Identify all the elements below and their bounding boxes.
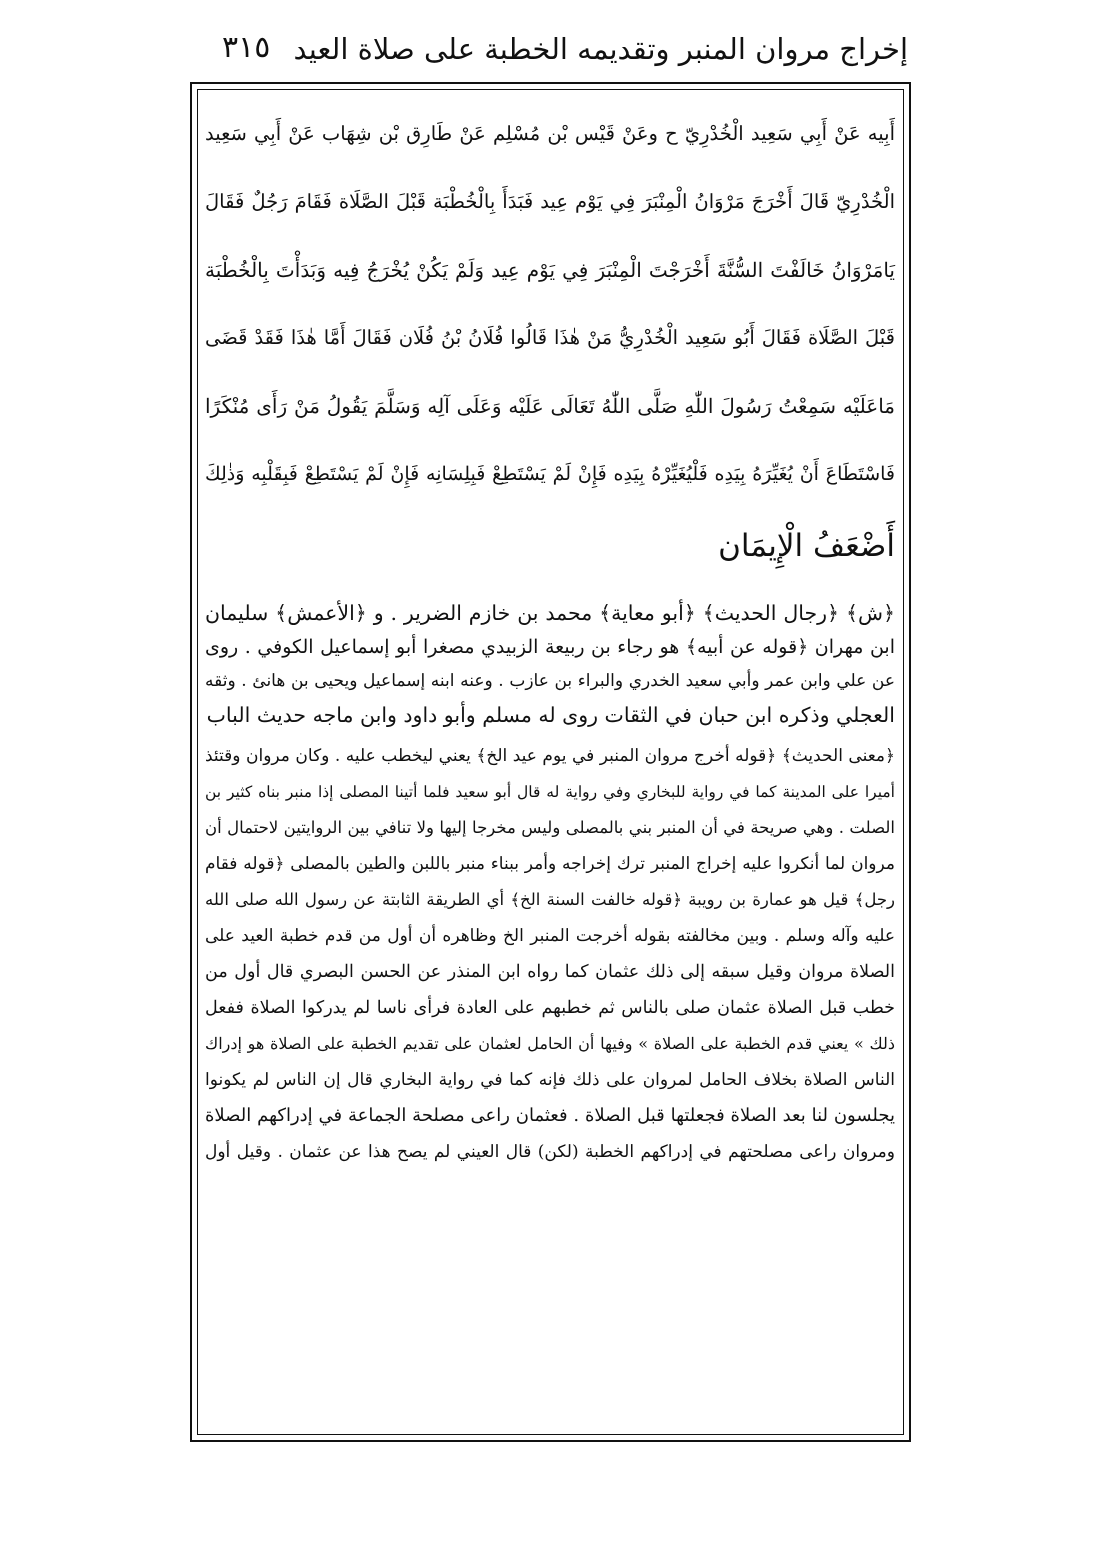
commentary-line: خطب قبل الصلاة عثمان صلى بالناس ثم خطبهم على العادة فرأى ناسا لم يدركوا الصلاة ففعل (205, 998, 895, 1018)
commentary-line: ﴿معنى الحديث﴾ ﴿قوله أخرج مروان المنبر في يوم عيد الخ﴾ يعني ليخطب عليه . وكان مروان وقتئذ (205, 746, 895, 766)
commentary-line: مروان لما أنكروا عليه إخراج المنبر ترك إخراجه وأمر ببناء منبر باللبن والطين بالمصلى ﴿قوله فقام (205, 854, 895, 874)
hadith-line: أَضْعَفُ الْإِيمَان (718, 528, 895, 564)
commentary-line: عن علي وابن عمر وأبي سعيد الخدري والبراء بن عازب . وعنه ابنه إسماعيل ويحيى بن هانئ . وثقه (205, 671, 895, 691)
commentary-line: أميرا على المدينة كما في رواية للبخاري وفي رواية له قال أبو سعيد فلما أتينا المصلى إذا منبر بناه كثير بن (205, 783, 895, 801)
hadith-line: أَبِيه عَنْ أَبِي سَعِيد الْخُدْرِيّ ح وعَنْ قَيْس بْن مُسْلِم عَنْ طَارِق بْن شِهَاب عَنْ أَبِي سَعِيد (205, 122, 895, 145)
hadith-line: يَامَرْوَانُ خَالَفْتَ السُّنَّةَ أَخْرَجْتَ الْمِنْبَرَ فِي يَوْم عِيد وَلَمْ يَكُنْ يُخْرَجُ فِيه وَبَدَأْتَ بِالْخُطْبَة (205, 258, 895, 282)
commentary-line: الناس الصلاة بخلاف الحامل لمروان على ذلك فإنه كما في رواية البخاري قال إن الناس لم يكونوا (205, 1070, 895, 1090)
commentary-line: ذلك » يعني قدم الخطبة على الصلاة » وفيها أن الحامل لعثمان على تقديم الخطبة على الصلاة هو إدراك (205, 1034, 895, 1053)
page-header (190, 22, 908, 78)
commentary-narrators (205, 596, 895, 732)
commentary-line: رجل﴾ قيل هو عمارة بن رويبة ﴿قوله خالفت السنة الخ﴾ أي الطريقة الثابتة عن رسول الله صلى الله (205, 890, 895, 909)
commentary-line: الصلت . وهي صريحة في أن المنبر بني بالمصلى وليس مخرجا إليها ولا تنافي بين الروايتين لاحتمال أن (205, 818, 895, 837)
page-number: ٣١٥ (222, 30, 271, 65)
page-content (205, 100, 895, 1170)
commentary-line: ومروان راعى مصلحتهم في إدراكهم الخطبة (لكن) قال العيني لم يصح هذا عن عثمان . وقيل أول (205, 1142, 895, 1162)
hadith-line: الْخُدْرِيّ قَالَ أَخْرَجَ مَرْوَانُ الْمِنْبَرَ فِي يَوْم عِيد فَبَدَأَ بِالْخُطْبَة قَبْلَ الصَّلَاة فَقَامَ رَجُلٌ فَقَالَ (205, 190, 895, 213)
hadith-text (205, 100, 895, 580)
commentary-meaning (205, 738, 895, 1170)
running-title: إخراج مروان المنبر وتقديمه الخطبة على صلاة العيد (293, 32, 908, 66)
commentary-line: الصلاة مروان وقيل سبقه إلى ذلك عثمان كما رواه ابن المنذر عن الحسن البصري قال أول من (205, 962, 895, 982)
commentary-line: العجلي وذكره ابن حبان في الثقات روى له مسلم وأبو داود وابن ماجه حديث الباب (206, 703, 895, 727)
hadith-line: مَاعَلَيْه سَمِعْتُ رَسُولَ اللّٰهِ صَلَّى اللّٰهُ تَعَالَى عَلَيْه وَعَلَى آلِه وَسَلَّمَ يَقُولُ مَنْ رَأَى مُنْكَرًا (205, 394, 895, 418)
hadith-line: فَاسْتَطَاعَ أَنْ يُغَيِّرَهُ بِيَدِه فَلْيُغَيِّرْهُ بِيَدِه فَإِنْ لَمْ يَسْتَطِعْ فَبِلِسَانِه فَإِنْ لَمْ يَسْتَطِعْ فَبِقَلْبِه وَذٰلِكَ (205, 463, 895, 485)
commentary-line: ﴿ش﴾ ﴿رجال الحديث﴾ ﴿أبو معاية﴾ محمد بن خازم الضرير . و ﴿الأعمش﴾ سليمان (205, 601, 895, 625)
commentary-line: ابن مهران ﴿قوله عن أبيه﴾ هو رجاء بن ربيعة الزبيدي مصغرا أبو إسماعيل الكوفي . روى (205, 636, 895, 658)
commentary-line: عليه وآله وسلم . وبين مخالفته بقوله أخرجت المنبر الخ وظاهره أن أول من قدم خطبة العيد على (205, 926, 895, 946)
hadith-line: قَبْلَ الصَّلَاة فَقَالَ أَبُو سَعِيد الْخُدْرِيُّ مَنْ هٰذَا قَالُوا فُلَانُ بْنُ فُلَان فَقَالَ أَمَّا هٰذَا فَقَدْ قَضَى (205, 326, 895, 349)
commentary-line: يجلسون لنا بعد الصلاة فجعلتها قبل الصلاة . فعثمان راعى مصلحة الجماعة في إدراكهم الصلاة (205, 1105, 895, 1126)
